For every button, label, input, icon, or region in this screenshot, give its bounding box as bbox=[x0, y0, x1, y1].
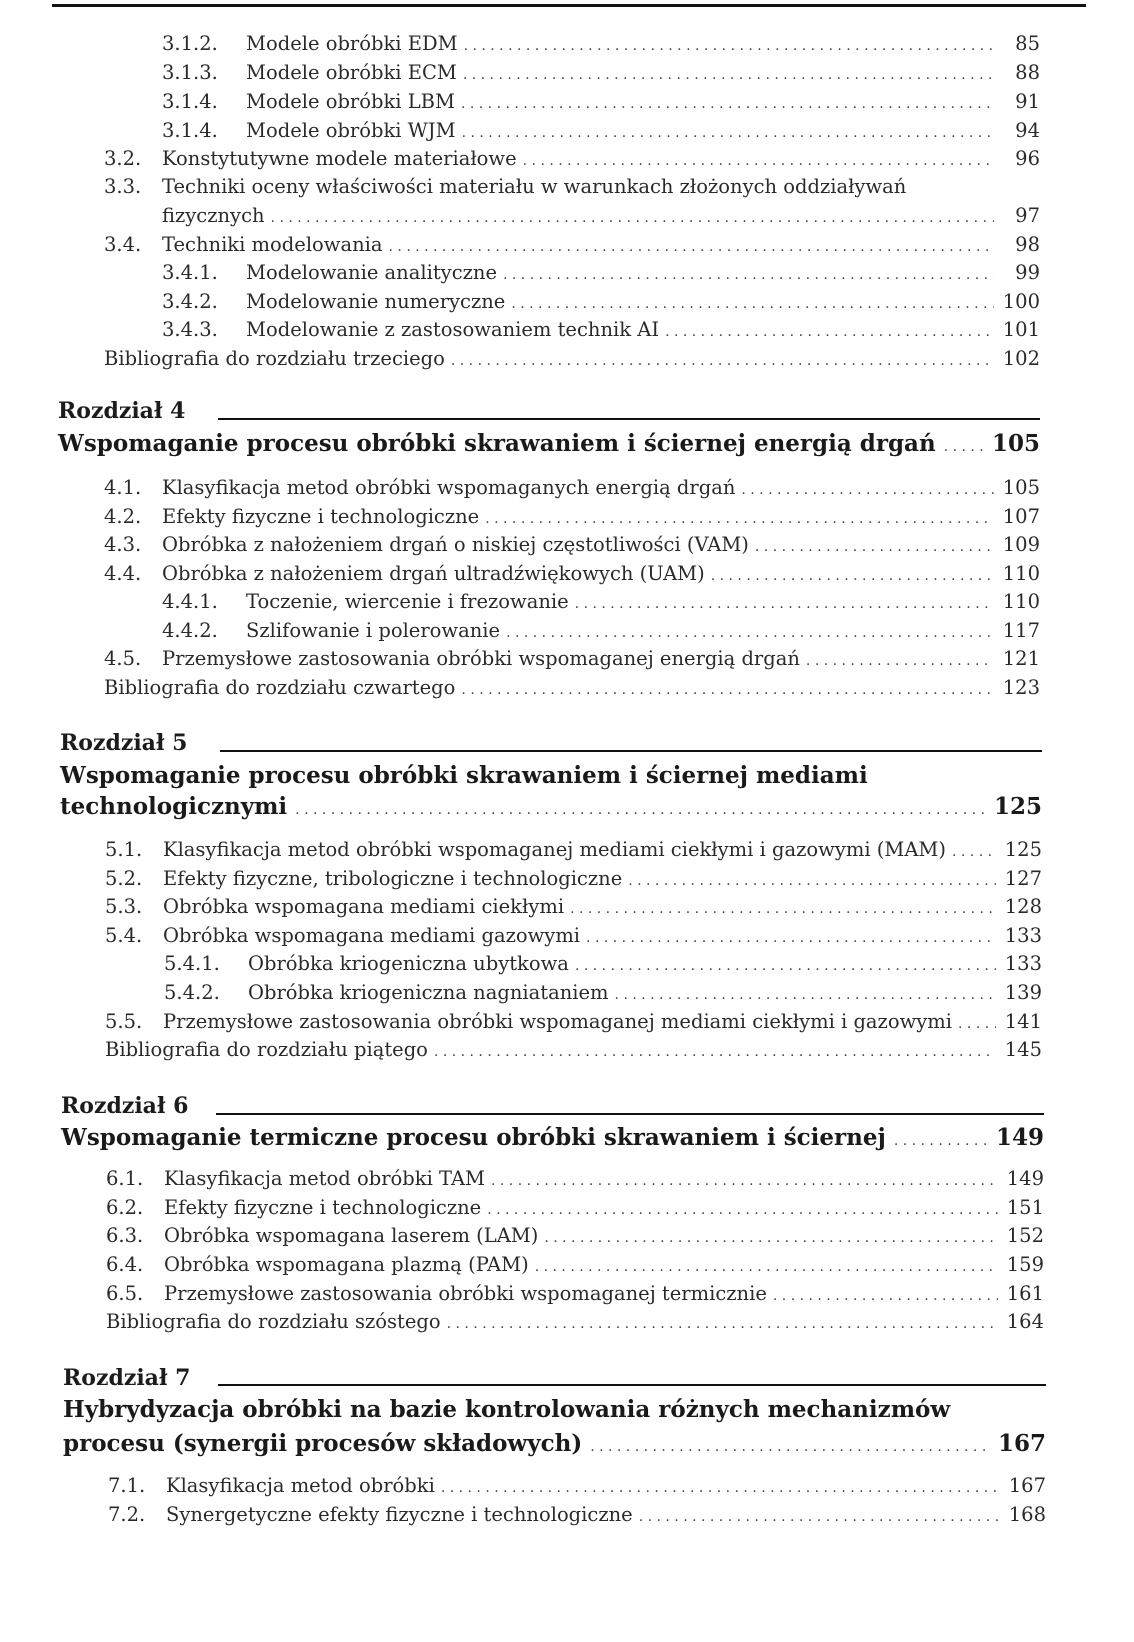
chapter-title: Wspomaganie termiczne procesu obróbki skrawaniem i ściernej bbox=[61, 1124, 886, 1151]
entry-number: 4.5. bbox=[104, 647, 142, 670]
entry-page: 152 bbox=[1006, 1224, 1044, 1247]
toc-entry[interactable] bbox=[162, 588, 1040, 618]
entry-title: Modele obróbki EDM bbox=[246, 32, 458, 55]
toc-entry[interactable] bbox=[105, 893, 1042, 923]
toc-entry[interactable] bbox=[162, 288, 1040, 318]
entry-page: 101 bbox=[1002, 318, 1040, 341]
entry-title: Bibliografia do rozdziału szóstego bbox=[106, 1310, 441, 1333]
toc-entry[interactable] bbox=[106, 1251, 1044, 1281]
entry-number: 3.3. bbox=[104, 175, 142, 198]
toc-entry[interactable] bbox=[162, 117, 1040, 147]
toc-entry[interactable] bbox=[104, 560, 1040, 590]
entry-number: 5.5. bbox=[105, 1010, 143, 1033]
chapter-rule bbox=[216, 1113, 1044, 1115]
toc-entry[interactable] bbox=[104, 645, 1040, 675]
chapter-title: procesu (synergii procesów składowych) bbox=[63, 1430, 583, 1457]
entry-page: 100 bbox=[1002, 290, 1040, 313]
entry-page: 161 bbox=[1006, 1282, 1044, 1305]
dot-leader bbox=[295, 794, 986, 826]
entry-number: 3.4.1. bbox=[162, 261, 218, 284]
entry-page: 121 bbox=[1002, 647, 1040, 670]
entry-title: Modelowanie numeryczne bbox=[246, 290, 506, 313]
toc-entry[interactable] bbox=[104, 145, 1040, 175]
entry-title-continued: fizycznych bbox=[162, 204, 265, 227]
entry-title: Bibliografia do rozdziału czwartego bbox=[104, 676, 456, 699]
dot-leader bbox=[461, 90, 994, 118]
entry-title: Szlifowanie i polerowanie bbox=[246, 619, 501, 642]
entry-page: 139 bbox=[1004, 981, 1042, 1004]
entry-number: 3.1.2. bbox=[162, 32, 218, 55]
entry-title: Klasyfikacja metod obróbki bbox=[166, 1474, 435, 1497]
toc-entry[interactable] bbox=[162, 259, 1040, 289]
toc-bibliography-entry[interactable] bbox=[104, 674, 1040, 704]
entry-page: 85 bbox=[1015, 32, 1040, 55]
entry-number: 4.2. bbox=[104, 505, 142, 528]
toc-entry[interactable] bbox=[162, 316, 1040, 346]
toc-entry[interactable] bbox=[162, 30, 1040, 60]
dot-leader bbox=[590, 1431, 990, 1463]
entry-page: 167 bbox=[1008, 1474, 1046, 1497]
dot-leader bbox=[523, 147, 994, 175]
chapter-rule bbox=[220, 750, 1042, 752]
dot-leader bbox=[755, 533, 994, 561]
dot-leader bbox=[544, 1224, 998, 1252]
entry-number: 5.4. bbox=[105, 924, 143, 947]
entry-page: 91 bbox=[1015, 90, 1040, 113]
toc-entry[interactable] bbox=[105, 1008, 1042, 1038]
dot-leader bbox=[639, 1503, 1000, 1531]
entry-page: 109 bbox=[1002, 533, 1040, 556]
entry-number: 4.4. bbox=[104, 562, 142, 585]
toc-entry-continuation[interactable] bbox=[162, 202, 1040, 232]
entry-page: 97 bbox=[1015, 204, 1040, 227]
entry-number: 5.4.2. bbox=[164, 981, 220, 1004]
entry-title: Synergetyczne efekty fizyczne i technologiczne bbox=[166, 1503, 633, 1526]
toc-entry[interactable] bbox=[108, 1472, 1046, 1502]
toc-entry[interactable] bbox=[106, 1222, 1044, 1252]
entry-number: 5.1. bbox=[105, 838, 143, 861]
entry-number: 6.1. bbox=[106, 1167, 144, 1190]
entry-number: 6.3. bbox=[106, 1224, 144, 1247]
entry-number: 3.4.2. bbox=[162, 290, 218, 313]
entry-title: Toczenie, wiercenie i frezowanie bbox=[246, 590, 569, 613]
entry-number: 6.4. bbox=[106, 1253, 144, 1276]
dot-leader bbox=[451, 347, 994, 375]
entry-number: 4.4.2. bbox=[162, 619, 218, 642]
entry-number: 6.5. bbox=[106, 1282, 144, 1305]
dot-leader bbox=[575, 590, 994, 618]
entry-page: 168 bbox=[1008, 1503, 1046, 1526]
dot-leader bbox=[535, 1253, 998, 1281]
entry-title: Obróbka wspomagana mediami gazowymi bbox=[163, 924, 581, 947]
entry-title: Obróbka kriogeniczna ubytkowa bbox=[248, 952, 569, 975]
entry-page: 149 bbox=[1006, 1167, 1044, 1190]
entry-number: 3.2. bbox=[104, 147, 142, 170]
entry-page: 102 bbox=[1002, 347, 1040, 370]
entry-number: 3.4. bbox=[104, 233, 142, 256]
entry-title: Modele obróbki ECM bbox=[246, 61, 457, 84]
entry-page: 125 bbox=[1004, 838, 1042, 861]
entry-number: 5.3. bbox=[105, 895, 143, 918]
toc-bibliography-entry[interactable] bbox=[106, 1308, 1044, 1338]
dot-leader bbox=[462, 119, 994, 147]
entry-page: 159 bbox=[1006, 1253, 1044, 1276]
entry-title: Przemysłowe zastosowania obróbki wspomaganej termicznie bbox=[164, 1282, 767, 1305]
chapter-label: Rozdział 7 bbox=[63, 1365, 191, 1391]
chapter-rule bbox=[218, 1384, 1046, 1386]
entry-number: 4.4.1. bbox=[162, 590, 218, 613]
dot-leader bbox=[711, 562, 994, 590]
entry-page: 151 bbox=[1006, 1196, 1044, 1219]
toc-entry[interactable] bbox=[108, 1501, 1046, 1531]
dot-leader bbox=[628, 867, 996, 895]
chapter-title: technologicznymi bbox=[60, 793, 288, 820]
dot-leader bbox=[952, 838, 996, 866]
entry-page: 110 bbox=[1002, 590, 1040, 613]
toc-entry[interactable] bbox=[162, 88, 1040, 118]
entry-title: Obróbka z nałożeniem drgań o niskiej częstotliwości (VAM) bbox=[162, 533, 749, 556]
toc-entry[interactable] bbox=[162, 617, 1040, 647]
entry-page: 123 bbox=[1002, 676, 1040, 699]
dot-leader bbox=[615, 981, 996, 1009]
chapter-page: 167 bbox=[997, 1430, 1046, 1457]
toc-entry[interactable] bbox=[105, 836, 1042, 866]
entry-title: Techniki oceny właściwości materiału w warunkach złożonych oddziaływań bbox=[162, 175, 907, 198]
toc-entry[interactable] bbox=[162, 59, 1040, 89]
toc-entry[interactable] bbox=[106, 1194, 1044, 1224]
entry-title: Klasyfikacja metod obróbki wspomaganych energią drgań bbox=[162, 476, 736, 499]
dot-leader bbox=[958, 1010, 996, 1038]
entry-title: Bibliografia do rozdziału piątego bbox=[105, 1038, 428, 1061]
entry-page: 145 bbox=[1004, 1038, 1042, 1061]
dot-leader bbox=[271, 204, 994, 232]
dot-leader bbox=[464, 32, 994, 60]
entry-number: 5.2. bbox=[105, 867, 143, 890]
entry-title: Klasyfikacja metod obróbki TAM bbox=[164, 1167, 485, 1190]
entry-page: 105 bbox=[1002, 476, 1040, 499]
dot-leader bbox=[773, 1282, 998, 1310]
chapter-heading[interactable] bbox=[61, 1122, 1044, 1157]
entry-title: Bibliografia do rozdziału trzeciego bbox=[104, 347, 445, 370]
chapter-heading[interactable] bbox=[63, 1428, 1046, 1463]
entry-page: 133 bbox=[1004, 924, 1042, 947]
dot-leader bbox=[506, 619, 994, 647]
dot-leader bbox=[503, 261, 994, 289]
toc-entry[interactable] bbox=[104, 531, 1040, 561]
dot-leader bbox=[665, 318, 994, 346]
toc-bibliography-entry[interactable] bbox=[105, 1036, 1042, 1066]
chapter-page: 149 bbox=[995, 1124, 1044, 1151]
entry-page: 127 bbox=[1004, 867, 1042, 890]
entry-number: 4.3. bbox=[104, 533, 142, 556]
chapter-heading[interactable] bbox=[58, 428, 1040, 463]
dot-leader bbox=[441, 1474, 1000, 1502]
dot-leader bbox=[447, 1310, 998, 1338]
entry-number: 4.1. bbox=[104, 476, 142, 499]
entry-title: Modele obróbki WJM bbox=[246, 119, 456, 142]
entry-title: Efekty fizyczne i technologiczne bbox=[162, 505, 480, 528]
toc-entry[interactable] bbox=[105, 922, 1042, 952]
entry-number: 7.2. bbox=[108, 1503, 146, 1526]
entry-title: Techniki modelowania bbox=[162, 233, 383, 256]
entry-page: 98 bbox=[1015, 233, 1040, 256]
entry-number: 3.1.4. bbox=[162, 119, 218, 142]
entry-title: Efekty fizyczne i technologiczne bbox=[164, 1196, 482, 1219]
dot-leader bbox=[575, 952, 996, 980]
dot-leader bbox=[434, 1038, 996, 1066]
entry-number: 5.4.1. bbox=[164, 952, 220, 975]
chapter-title: Wspomaganie procesu obróbki skrawaniem i ściernej energią drgań bbox=[58, 430, 936, 457]
dot-leader bbox=[389, 233, 994, 261]
chapter-label: Rozdział 5 bbox=[60, 730, 188, 756]
dot-leader bbox=[741, 476, 994, 504]
chapter-page: 105 bbox=[991, 430, 1040, 457]
dot-leader bbox=[944, 431, 984, 463]
toc-entry[interactable] bbox=[164, 950, 1042, 980]
toc-entry[interactable] bbox=[164, 979, 1042, 1009]
entry-number: 3.1.3. bbox=[162, 61, 218, 84]
entry-title: Modelowanie z zastosowaniem technik AI bbox=[246, 318, 660, 341]
dot-leader bbox=[570, 895, 996, 923]
entry-page: 164 bbox=[1006, 1310, 1044, 1333]
toc-entry[interactable] bbox=[106, 1280, 1044, 1310]
entry-title: Obróbka kriogeniczna nagniataniem bbox=[248, 981, 609, 1004]
chapter-label: Rozdział 6 bbox=[61, 1093, 189, 1119]
entry-title: Modele obróbki LBM bbox=[246, 90, 455, 113]
entry-title: Modelowanie analityczne bbox=[246, 261, 497, 284]
entry-page: 128 bbox=[1004, 895, 1042, 918]
dot-leader bbox=[806, 647, 994, 675]
entry-page: 99 bbox=[1015, 261, 1040, 284]
entry-page: 96 bbox=[1015, 147, 1040, 170]
entry-page: 141 bbox=[1004, 1010, 1042, 1033]
chapter-heading[interactable] bbox=[60, 791, 1042, 826]
dot-leader bbox=[511, 290, 994, 318]
toc-entry[interactable] bbox=[105, 865, 1042, 895]
chapter-title-line1[interactable]: Wspomaganie procesu obróbki skrawaniem i ściernej mediami bbox=[60, 762, 868, 789]
entry-title: Konstytutywne modele materiałowe bbox=[162, 147, 517, 170]
dot-leader bbox=[894, 1125, 988, 1157]
entry-title: Przemysłowe zastosowania obróbki wspomaganej mediami ciekłymi i gazowymi bbox=[163, 1010, 953, 1033]
toc-entry[interactable] bbox=[104, 503, 1040, 533]
dot-leader bbox=[491, 1167, 998, 1195]
entry-page: 107 bbox=[1002, 505, 1040, 528]
chapter-title-line1[interactable]: Hybrydyzacja obróbki na bazie kontrolowania różnych mechanizmów bbox=[63, 1396, 951, 1423]
chapter-label: Rozdział 4 bbox=[58, 398, 186, 424]
entry-page: 133 bbox=[1004, 952, 1042, 975]
toc-bibliography-entry[interactable] bbox=[104, 345, 1040, 375]
entry-number: 3.1.4. bbox=[162, 90, 218, 113]
toc-entry[interactable] bbox=[106, 1165, 1044, 1195]
dot-leader bbox=[485, 505, 994, 533]
toc-entry-first-line[interactable] bbox=[104, 173, 906, 201]
dot-leader bbox=[461, 676, 994, 704]
toc-entry[interactable] bbox=[104, 231, 1040, 261]
entry-title: Klasyfikacja metod obróbki wspomaganej mediami ciekłymi i gazowymi (MAM) bbox=[163, 838, 946, 861]
entry-title: Przemysłowe zastosowania obróbki wspomaganej energią drgań bbox=[162, 647, 800, 670]
dot-leader bbox=[487, 1196, 998, 1224]
entry-title: Obróbka wspomagana plazmą (PAM) bbox=[164, 1253, 529, 1276]
entry-page: 94 bbox=[1015, 119, 1040, 142]
top-rule bbox=[52, 4, 1086, 7]
chapter-page: 125 bbox=[993, 793, 1042, 820]
entry-page: 117 bbox=[1002, 619, 1040, 642]
entry-number: 7.1. bbox=[108, 1474, 146, 1497]
entry-number: 3.4.3. bbox=[162, 318, 218, 341]
entry-number: 6.2. bbox=[106, 1196, 144, 1219]
dot-leader bbox=[586, 924, 996, 952]
dot-leader bbox=[463, 61, 994, 89]
entry-title: Efekty fizyczne, tribologiczne i technologiczne bbox=[163, 867, 623, 890]
entry-title: Obróbka wspomagana laserem (LAM) bbox=[164, 1224, 539, 1247]
chapter-rule bbox=[218, 418, 1040, 420]
entry-page: 88 bbox=[1015, 61, 1040, 84]
toc-entry[interactable] bbox=[104, 474, 1040, 504]
entry-title: Obróbka z nałożeniem drgań ultradźwiękowych (UAM) bbox=[162, 562, 705, 585]
entry-title: Obróbka wspomagana mediami ciekłymi bbox=[163, 895, 565, 918]
entry-page: 110 bbox=[1002, 562, 1040, 585]
